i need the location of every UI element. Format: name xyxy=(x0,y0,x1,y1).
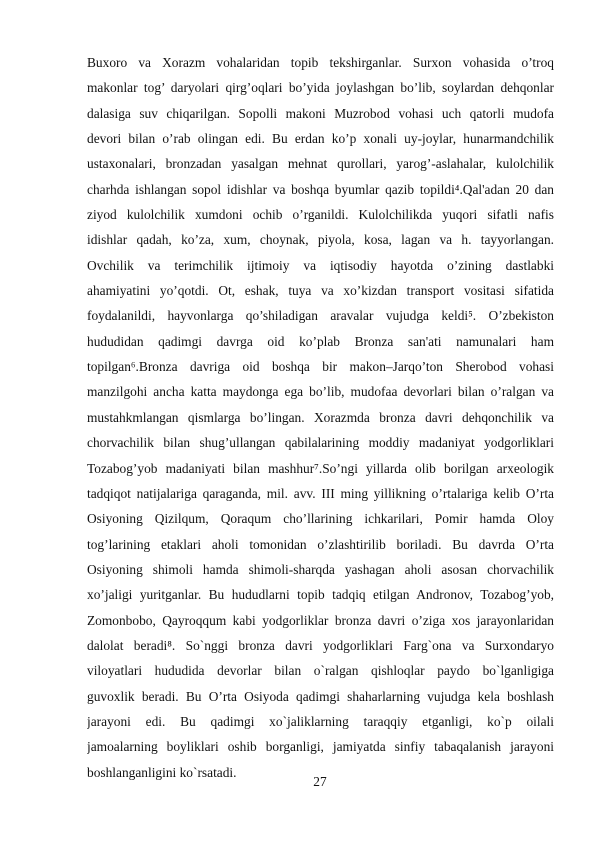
text-line: idishlar qadah, ko’za, xum, choynak, piyola, kosa, lagan va h. tayyorlangan. xyxy=(87,232,554,248)
text-line: Osiyoning Qizilqum, Qoraqum cho’llarining ichkarilari, Pomir hamda Oloy xyxy=(87,511,554,527)
text-line: ziyod kulolchilik xumdoni ochib o’rganildi. Kulolchilikda yuqori sifatli nafis xyxy=(87,207,554,223)
text-line: Ovchilik va terimchilik ijtimoiy va iqtisodiy hayotda o’zining dastlabki xyxy=(87,257,554,273)
text-line: tadqiqot natijalariga qaraganda, mil. avv. III ming yillikning o’rtalariga kelib O’rta xyxy=(87,485,554,501)
text-line: hududidan qadimgi davrga oid ko’plab Bronza san'ati namunalari ham xyxy=(87,333,554,349)
body-text xyxy=(87,50,554,785)
text-line: chorvachilik bilan shug’ullangan qabilalarining moddiy madaniyat yodgorliklari xyxy=(87,435,554,451)
text-line: manzilgohi ancha katta maydonga ega bo’lib, mudofaa devorlari bilan o’ralgan va xyxy=(87,384,554,400)
text-line: Osiyoning shimoli hamda shimoli-sharqda yashagan aholi asosan chorvachilik xyxy=(87,561,554,577)
text-line: dalolat beradi⁸. So`nggi bronza davri yodgorliklari Farg`ona va Surxondaryo xyxy=(87,637,554,653)
text-line: xo’jaligi yuritganlar. Bu hududlarni topib tadqiq etilgan Andronov, Tozabog’yob, xyxy=(87,587,554,603)
text-line: Tozabog’yob madaniyati bilan mashhur⁷.So’ngi yillarda olib borilgan arxeologik xyxy=(87,460,554,476)
text-line: viloyatlari hududida devorlar bilan o`ralgan qishloqlar paydo bo`lganligiga xyxy=(87,663,554,679)
text-line: dalasiga suv chiqarilgan. Sopolli makoni Muzrobod vohasi uch qatorli mudofa xyxy=(87,105,554,121)
text-line: mustahkmlangan qismlarga bo’lingan. Xorazmda bronza davri dehqonchilik va xyxy=(87,409,554,425)
text-line: charhda ishlangan sopol idishlar va boshqa byumlar qazib topildi⁴.Qal'adan 20 dan xyxy=(87,181,554,197)
text-line: jamoalarning boyliklari oshib borganligi, jamiyatda sinfiy tabaqalanish jarayoni xyxy=(87,739,554,755)
text-line: devori bilan o’rab olingan edi. Bu erdan ko’p xonali uy-joylar, hunarmandchilik xyxy=(87,131,554,147)
text-line: Buxoro va Xorazm vohalaridan topib tekshirganlar. Surxon vohasida o’troq xyxy=(87,55,554,70)
text-line: Zomonbobo, Qayroqqum kabi yodgorliklar bronza davri o’ziga xos jarayonlaridan xyxy=(87,612,554,628)
text-line: ustaxonalari, bronzadan yasalgan mehnat qurollari, yarog’-aslahalar, kulolchilik xyxy=(87,156,554,172)
text-line: jarayoni edi. Bu qadimgi xo`jaliklarning taraqqiy etganligi, ko`p oilali xyxy=(87,713,554,729)
text-line: guvoxlik beradi. Bu O’rta Osiyoda qadimgi shaharlarning vujudga kela boshlash xyxy=(87,688,554,704)
page-number: 27 xyxy=(313,774,327,789)
text-line: boshlanganligini ko`rsatadi. xyxy=(87,764,237,780)
text-line: makonlar tog’ daryolari qirg’oqlari bo’yida joylashgan bo’lib, soylardan dehqonlar xyxy=(87,80,554,96)
text-line: ahamiyatini yo’qotdi. Ot, eshak, tuya va xo’kizdan transport vositasi sifatida xyxy=(87,283,554,299)
text-line: foydalanildi, hayvonlarga qo’shiladigan aravalar vujudga keldi⁵. O’zbekiston xyxy=(87,308,554,324)
text-line: tog’larining etaklari aholi tomonidan o’zlashtirilib boriladi. Bu davrda O’rta xyxy=(87,536,554,552)
text-line: topilgan⁶.Bronza davriga oid boshqa bir makon–Jarqo’ton Sherobod vohasi xyxy=(87,359,554,375)
